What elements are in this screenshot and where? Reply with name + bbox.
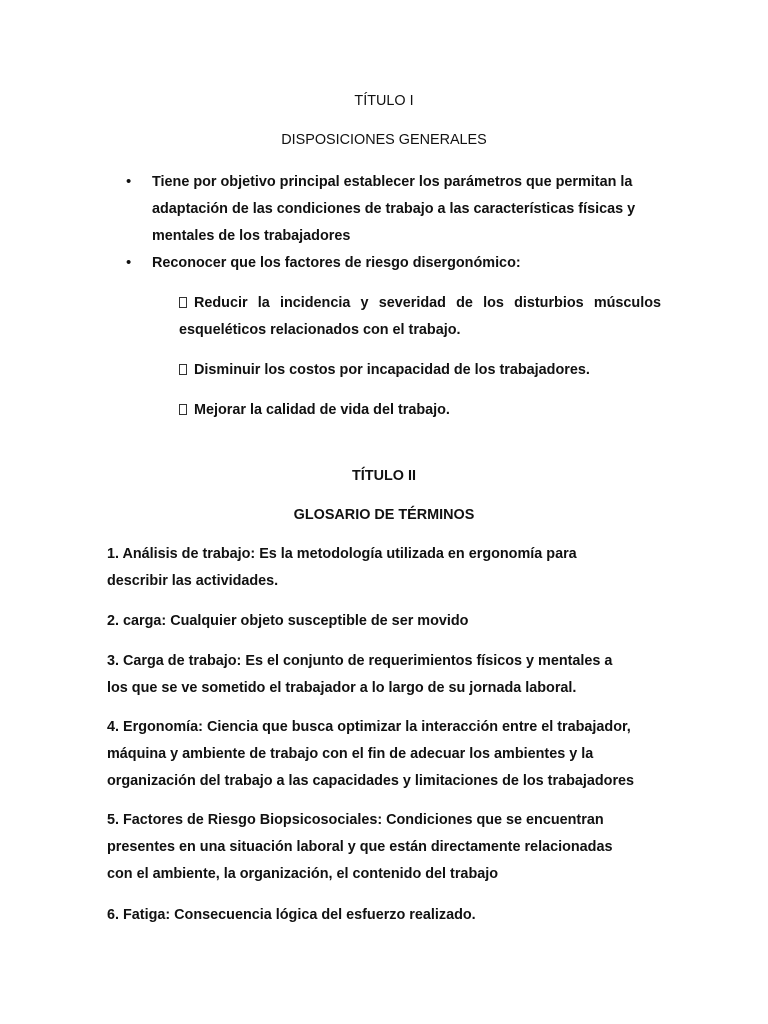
term-4-line-3: organización del trabajo a las capacidades y limitaciones de los trabajadores: [107, 773, 635, 789]
term-5-line-3: con el ambiente, la organización, el contenido del trabajo: [107, 866, 499, 882]
section-subtitle-2: GLOSARIO DE TÉRMINOS: [293, 507, 475, 523]
missing-glyph-icon: [179, 364, 187, 375]
term-6-line-1: 6. Fatiga: Consecuencia lógica del esfuerzo realizado.: [107, 907, 476, 923]
subitem-2: Disminuir los costos por incapacidad de los trabajadores.: [179, 361, 590, 379]
term-4-line-1: 4. Ergonomía: Ciencia que busca optimizar la interacción entre el trabajador,: [107, 719, 631, 735]
bullet-1-line-1: Tiene por objetivo principal establecer los parámetros que permitan la: [152, 174, 633, 190]
term-4-line-2: máquina y ambiente de trabajo con el fin de adecuar los ambientes y la: [107, 746, 594, 762]
term-1-line-2: describir las actividades.: [107, 573, 279, 589]
bullet-2-line-1: Reconocer que los factores de riesgo disergonómico:: [152, 255, 521, 271]
subitem-1-line-1: Reducir la incidencia y severidad de los disturbios músculos: [179, 294, 661, 312]
term-2-line-1: 2. carga: Cualquier objeto susceptible de ser movido: [107, 613, 469, 629]
section-title-1: TÍTULO I: [354, 93, 414, 109]
missing-glyph-icon: [179, 297, 187, 308]
term-5-line-1: 5. Factores de Riesgo Biopsicosociales: Condiciones que se encuentran: [107, 812, 604, 828]
section-title-2: TÍTULO II: [352, 468, 416, 484]
section-subtitle-1: DISPOSICIONES GENERALES: [281, 132, 487, 148]
term-1-line-1: 1. Análisis de trabajo: Es la metodología utilizada en ergonomía para: [107, 546, 577, 562]
term-3-line-2: los que se ve sometido el trabajador a lo largo de su jornada laboral.: [107, 680, 577, 696]
subitem-1-line-2: esqueléticos relacionados con el trabajo.: [179, 322, 461, 338]
bullet-marker: •: [126, 173, 132, 190]
term-5-line-2: presentes en una situación laboral y que están directamente relacionadas: [107, 839, 613, 855]
bullet-1-line-2: adaptación de las condiciones de trabajo a las características físicas y: [152, 201, 636, 217]
term-3-line-1: 3. Carga de trabajo: Es el conjunto de requerimientos físicos y mentales a: [107, 653, 613, 669]
bullet-marker: •: [126, 254, 132, 271]
bullet-1-line-3: mentales de los trabajadores: [152, 228, 351, 244]
missing-glyph-icon: [179, 404, 187, 415]
subitem-3: Mejorar la calidad de vida del trabajo.: [179, 401, 450, 419]
